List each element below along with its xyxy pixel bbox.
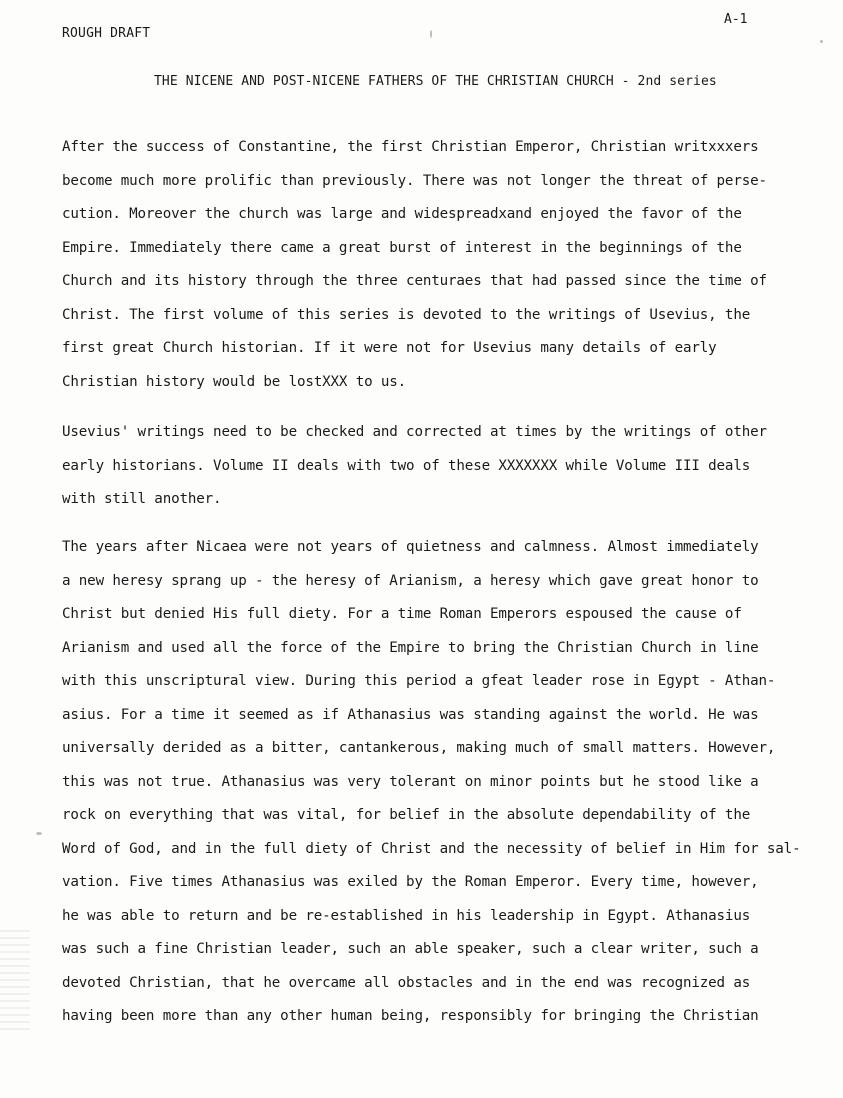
text-line: early historians. Volume II deals with two of these XXXXXXX while Volume III deals xyxy=(62,457,751,474)
document-title: THE NICENE AND POST-NICENE FATHERS OF THE CHRISTIAN CHURCH - 2nd series xyxy=(154,74,717,89)
text-line: cution. Moreover the church was large and widespreadxand enjoyed the favor of the xyxy=(62,206,742,222)
text-line: vation. Five times Athanasius was exiled by the Roman Emperor. Every time, however, xyxy=(62,874,759,890)
text-line: Christ but denied His full diety. For a time Roman Emperors espoused the cause of xyxy=(62,606,742,622)
text-line: a new heresy sprang up - the heresy of Arianism, a heresy which gave great honor to xyxy=(62,572,759,589)
text-line: first great Church historian. If it were not for Usevius many details of early xyxy=(62,340,717,356)
text-line: this was not true. Athanasius was very tolerant on minor points but he stood like a xyxy=(62,773,759,790)
text-line: devoted Christian, that he overcame all obstacles and in the end was recognized as xyxy=(62,974,751,991)
text-line: universally derided as a bitter, cantankerous, making much of small matters. However, xyxy=(62,740,776,756)
text-line: Christ. The first volume of this series is devoted to the writings of Usevius, the xyxy=(62,306,751,323)
paragraph-1 xyxy=(62,131,802,399)
text-line: Usevius' writings need to be checked and corrected at times by the writings of other xyxy=(62,424,767,440)
text-line: become much more prolific than previously. There was not longer the threat of perse- xyxy=(62,172,767,189)
text-line: After the success of Constantine, the first Christian Emperor, Christian writxxxers xyxy=(62,139,759,155)
text-line: asius. For a time it seemed as if Athanasius was standing against the world. He was xyxy=(62,706,759,723)
text-line: Christian history would be lostXXX to us. xyxy=(62,373,407,390)
scan-edge-noise xyxy=(0,930,30,1030)
text-line: Arianism and used all the force of the Empire to bring the Christian Church in line xyxy=(62,639,759,656)
draft-label: ROUGH DRAFT xyxy=(62,26,151,41)
text-line: he was able to return and be re-established in his leadership in Egypt. Athanasius xyxy=(62,907,751,924)
text-line: Church and its history through the three centuraes that had passed since the time of xyxy=(62,273,767,289)
scan-speck xyxy=(430,30,432,38)
scan-speck xyxy=(36,832,42,835)
text-line: Word of God, and in the full diety of Christ and the necessity of belief in Him for sal- xyxy=(62,840,801,857)
page-number: A-1 xyxy=(724,12,748,27)
text-line: Empire. Immediately there came a great burst of interest in the beginnings of the xyxy=(62,239,742,256)
text-line: rock on everything that was vital, for belief in the absolute dependability of the xyxy=(62,807,751,823)
scan-speck xyxy=(820,40,823,43)
text-line: with this unscriptural view. During this period a gfeat leader rose in Egypt - Athan- xyxy=(62,673,776,689)
paragraph-3 xyxy=(62,531,802,1034)
text-line: The years after Nicaea were not years of quietness and calmness. Almost immediately xyxy=(62,539,759,555)
text-line: was such a fine Christian leader, such an able speaker, such a clear writer, such a xyxy=(62,941,759,957)
text-line: having been more than any other human being, responsibly for bringing the Christian xyxy=(62,1008,759,1024)
paragraph-2 xyxy=(62,416,802,517)
text-line: with still another. xyxy=(62,491,222,507)
